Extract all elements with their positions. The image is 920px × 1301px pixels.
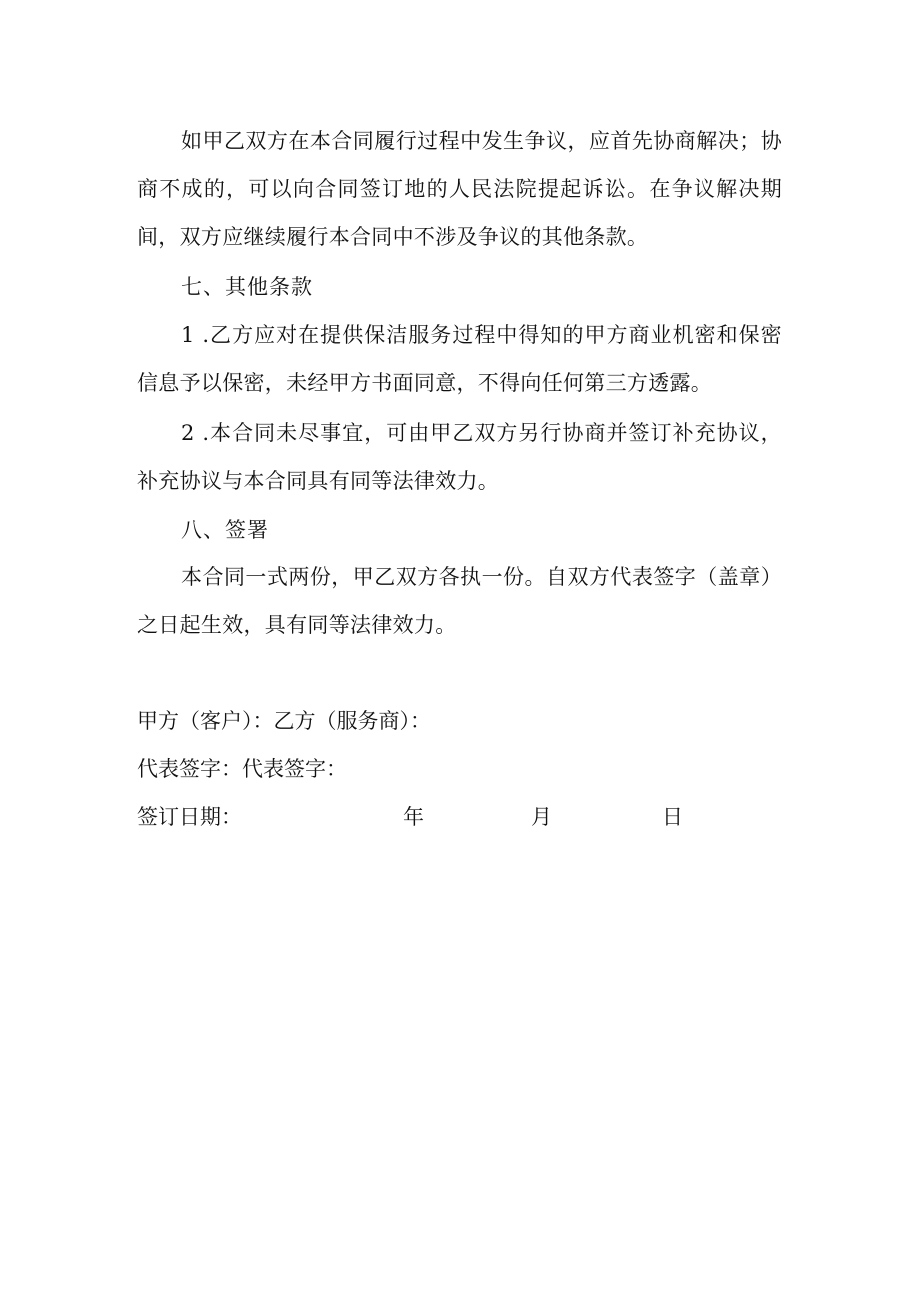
parties-line: 甲方（客户）：乙方（服务商）： xyxy=(137,709,431,733)
representative-signature-line: 代表签字：代表签字： xyxy=(137,757,347,781)
signing-paragraph: 本合同一式两份，甲乙双方各执一份。自双方代表签字（盖章）之日起生效，具有同等法律效力。 xyxy=(137,565,782,637)
signing-date-label: 签订日期： xyxy=(137,805,242,829)
dispute-resolution-paragraph: 如甲乙双方在本合同履行过程中发生争议，应首先协商解决；协商不成的，可以向合同签订地的人民法院提起诉讼。在争议解决期间，双方应继续履行本合同中不涉及争议的其他条款。 xyxy=(137,129,782,249)
year-label: 年 xyxy=(403,805,424,829)
section-8-heading: 八、签署 xyxy=(181,518,269,542)
signing-date-line xyxy=(137,793,787,841)
clause-2-paragraph: 2 .本合同未尽事宜，可由甲乙双方另行协商并签订补充协议，补充协议与本合同具有同等法律效力。 xyxy=(137,421,782,493)
clause-1-paragraph: 1 .乙方应对在提供保洁服务过程中得知的甲方商业机密和保密信息予以保密，未经甲方书面同意，不得向任何第三方透露。 xyxy=(137,323,782,395)
month-label: 月 xyxy=(531,805,552,829)
day-label: 日 xyxy=(662,805,683,829)
section-7-heading: 七、其他条款 xyxy=(181,275,313,299)
